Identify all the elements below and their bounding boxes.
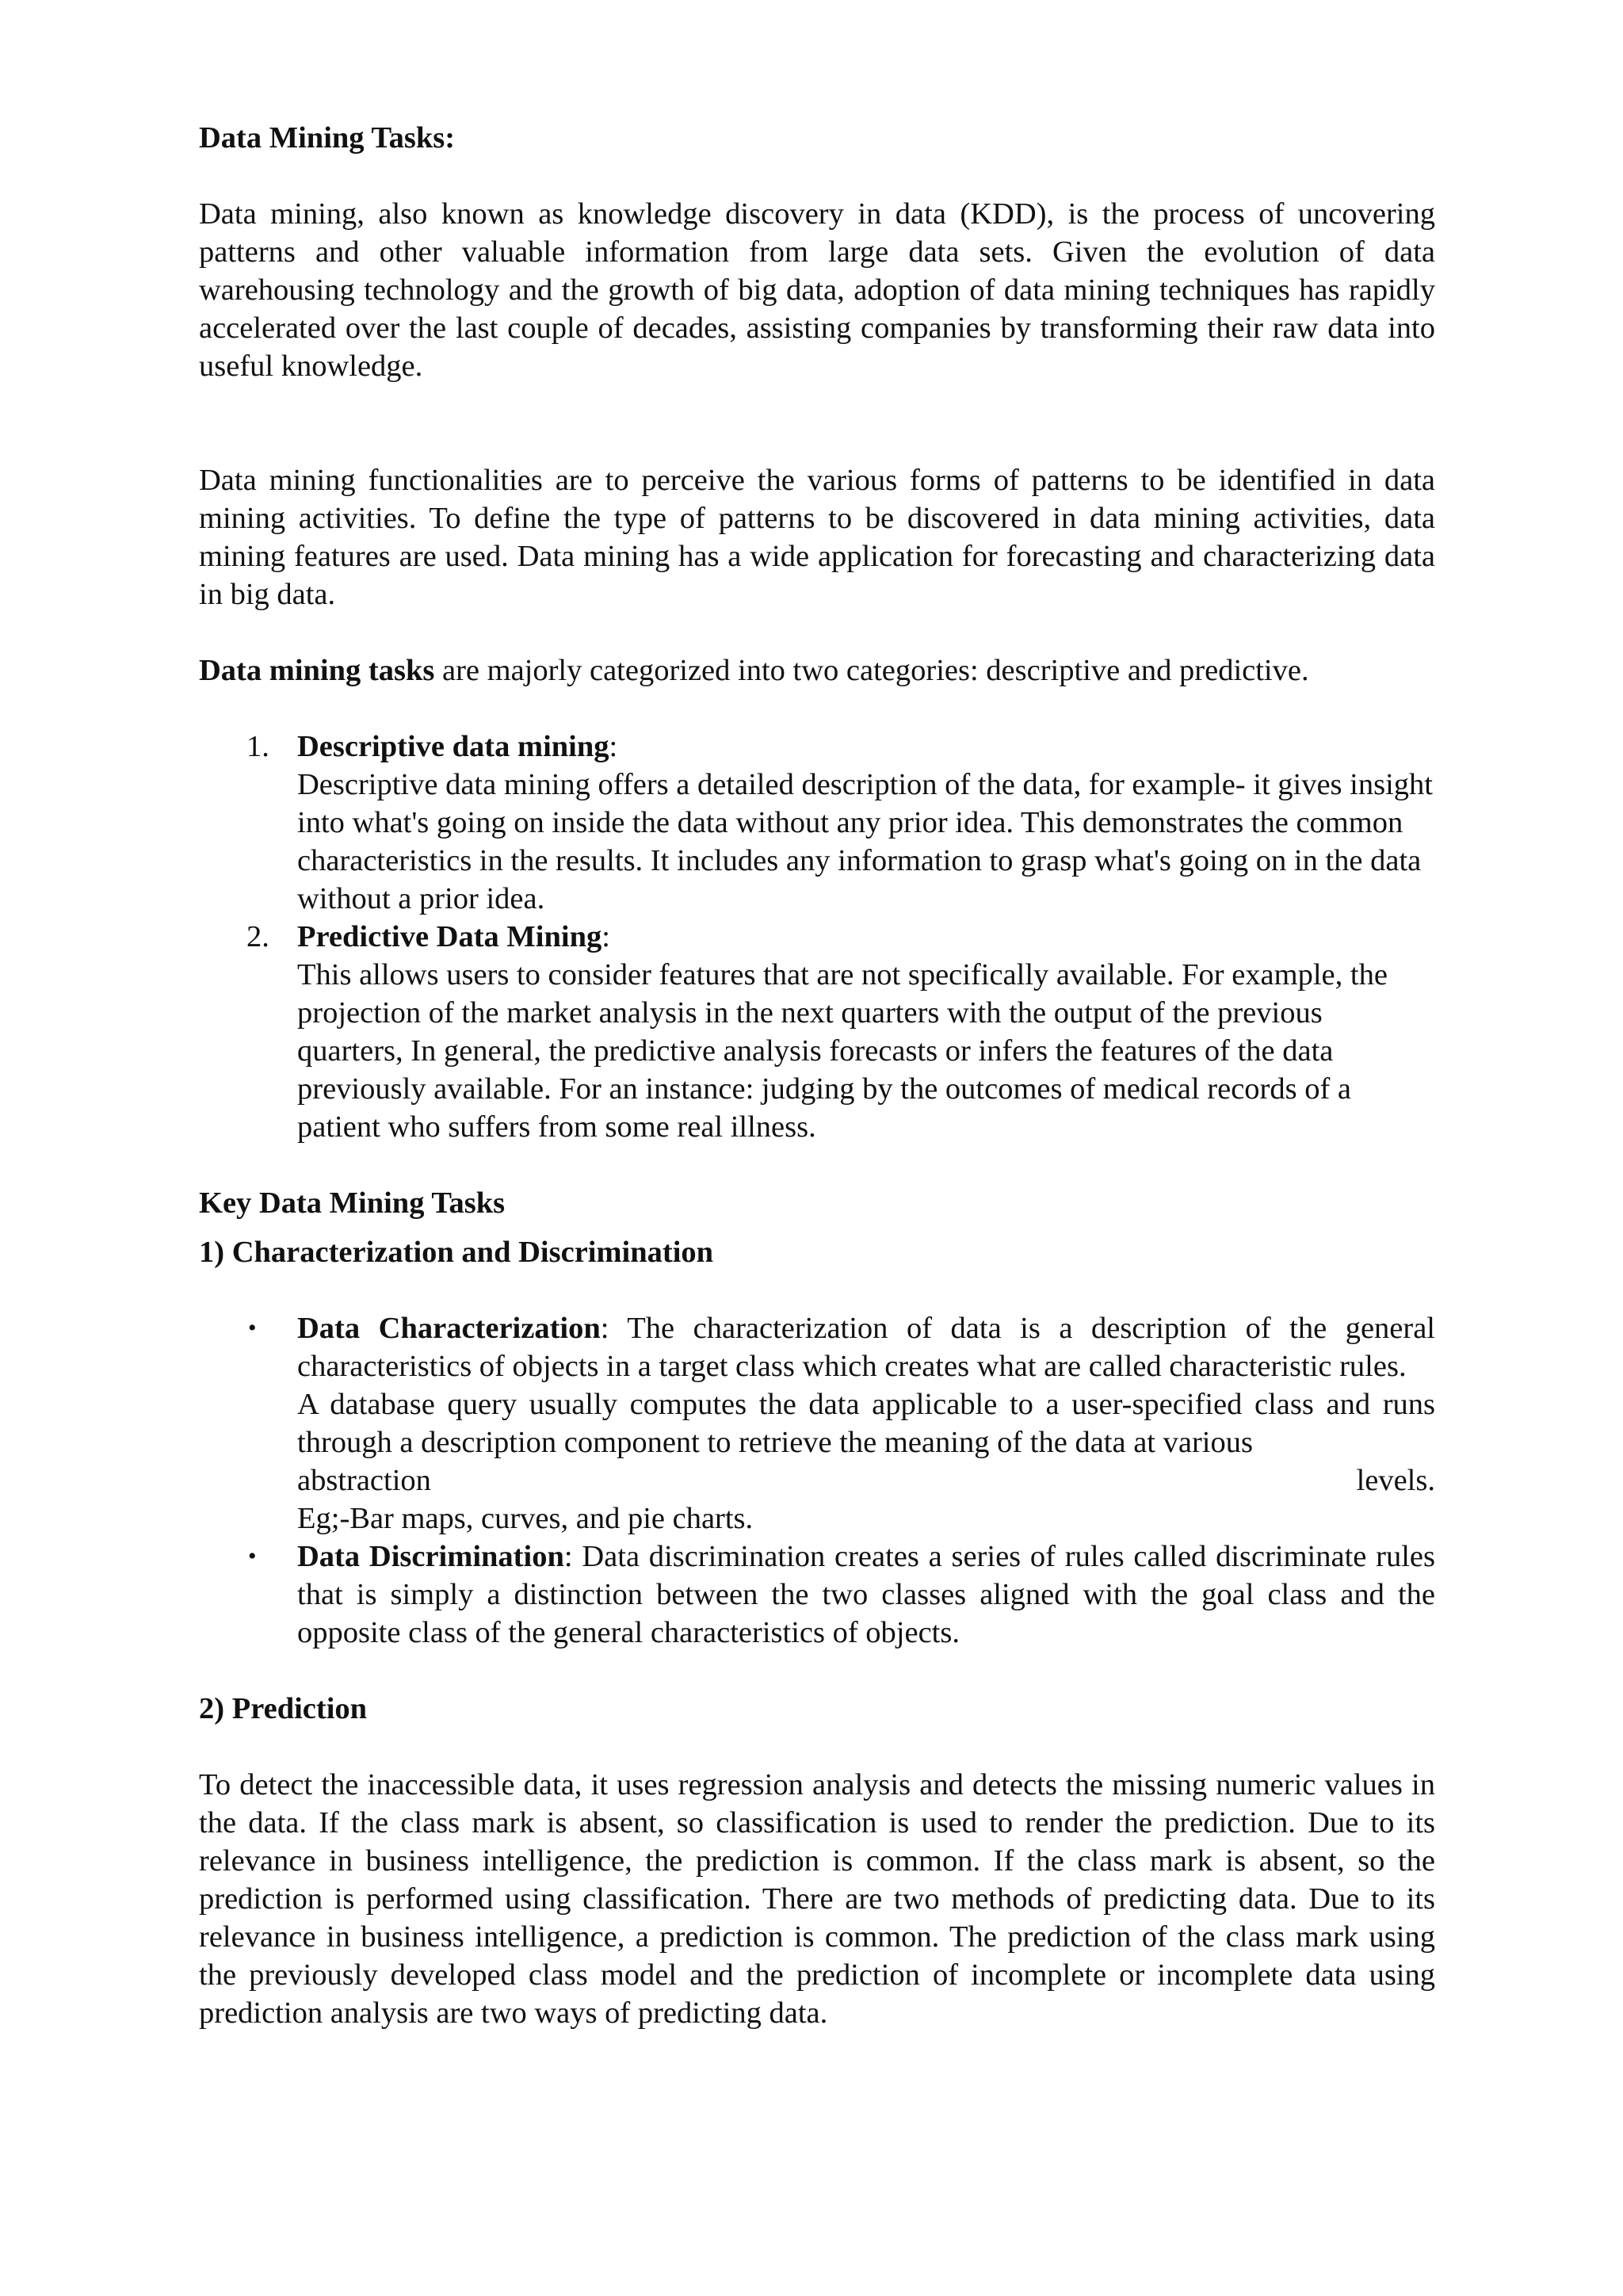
bullet-icon: •: [248, 1315, 257, 1341]
document-title: Data Mining Tasks:: [199, 121, 456, 155]
list-item-discrimination: [199, 1538, 1435, 1652]
abstraction-line: [297, 1461, 1435, 1499]
bullet-icon: •: [248, 1543, 257, 1569]
list-item-characterization: [199, 1309, 1435, 1538]
characterization-list: [199, 1309, 1435, 1652]
prediction-paragraph: To detect the inaccessible data, it uses regression analysis and detects the missing numeric values in the data. If the class mark is absent, so classification is used to render the prediction. Due to its relevance in business intelligence, the prediction is common. If the class mark is absent, so the prediction is performed using classification. There are two methods of predicting data. Due to its relevance in business intelligence, a prediction is common. The prediction of the class mark using the previously developed class model and the prediction of incomplete or incomplete data using prediction analysis are two ways of predicting data.: [199, 1768, 1435, 2030]
predictive-text: This allows users to consider features that are not specifically available. For example, the projection of the market analysis in the next quarters with the output of the previous quarters, In general, the predictive analysis forecasts or infers the features of the data previously available. For an instance: judging by the outcomes of medical records of a patient who suffers from some real illness.: [297, 958, 1388, 1144]
categories-lead: Data mining tasks: [199, 654, 435, 687]
descriptive-heading: Descriptive data mining: [297, 730, 609, 763]
document-page: [199, 119, 1435, 2032]
abstraction-right: levels.: [1356, 1464, 1435, 1497]
categories-paragraph: [199, 651, 1435, 690]
predictive-heading: Predictive Data Mining: [297, 920, 602, 953]
characterization-example: Eg;-Bar maps, curves, and pie charts.: [297, 1502, 754, 1535]
heading-colon: :: [601, 920, 610, 953]
list-item-predictive: [199, 918, 1435, 1146]
discrimination-text: : Data discrimination creates a series of rules called discriminate rules that is simply a distinction between the two classes aligned with the goal class and the opposite class of the general characteristics of objects.: [297, 1540, 1435, 1649]
characterization-text: : The characterization of data is a description of the general characteristics of objects in a target class which creates what are called characteristic rules.: [297, 1312, 1435, 1383]
descriptive-text: Descriptive data mining offers a detailed description of the data, for example- it gives insight into what's going on inside the data without any prior idea. This demonstrates the common characteristics in the results. It includes any information to grasp what's going on in the data without a prior idea.: [297, 768, 1433, 915]
discrimination-label: Data Discrimination: [297, 1540, 564, 1573]
list-number: 1.: [246, 730, 269, 763]
functionalities-paragraph: Data mining functionalities are to perceive the various forms of patterns to be identified in data mining activities. To define the type of patterns to be discovered in data mining activities, data mining features are used. Data mining has a wide application for forecasting and characterizing data in big data.: [199, 464, 1435, 611]
list-item-descriptive: [199, 728, 1435, 918]
intro-paragraph: Data mining, also known as knowledge discovery in data (KDD), is the process of uncovering patterns and other valuable information from large data sets. Given the evolution of data warehousing technology and the growth of big data, adoption of data mining techniques has rapidly accelerated over the last couple of decades, assisting companies by transforming their raw data into useful knowledge.: [199, 197, 1435, 383]
list-number: 2.: [246, 920, 269, 953]
heading-colon: :: [609, 730, 618, 763]
task-types-list: [199, 728, 1435, 1146]
section1-heading: 1) Characterization and Discrimination: [199, 1236, 714, 1269]
characterization-label: Data Characterization: [297, 1312, 601, 1345]
characterization-text2: A database query usually computes the data applicable to a user-specified class and runs through a description component to retrieve the meaning of the data at various: [297, 1388, 1435, 1459]
key-tasks-heading: Key Data Mining Tasks: [199, 1186, 506, 1220]
categories-rest: are majorly categorized into two categories: descriptive and predictive.: [434, 654, 1309, 687]
abstraction-left: abstraction: [297, 1464, 431, 1497]
section2-heading: 2) Prediction: [199, 1692, 368, 1725]
